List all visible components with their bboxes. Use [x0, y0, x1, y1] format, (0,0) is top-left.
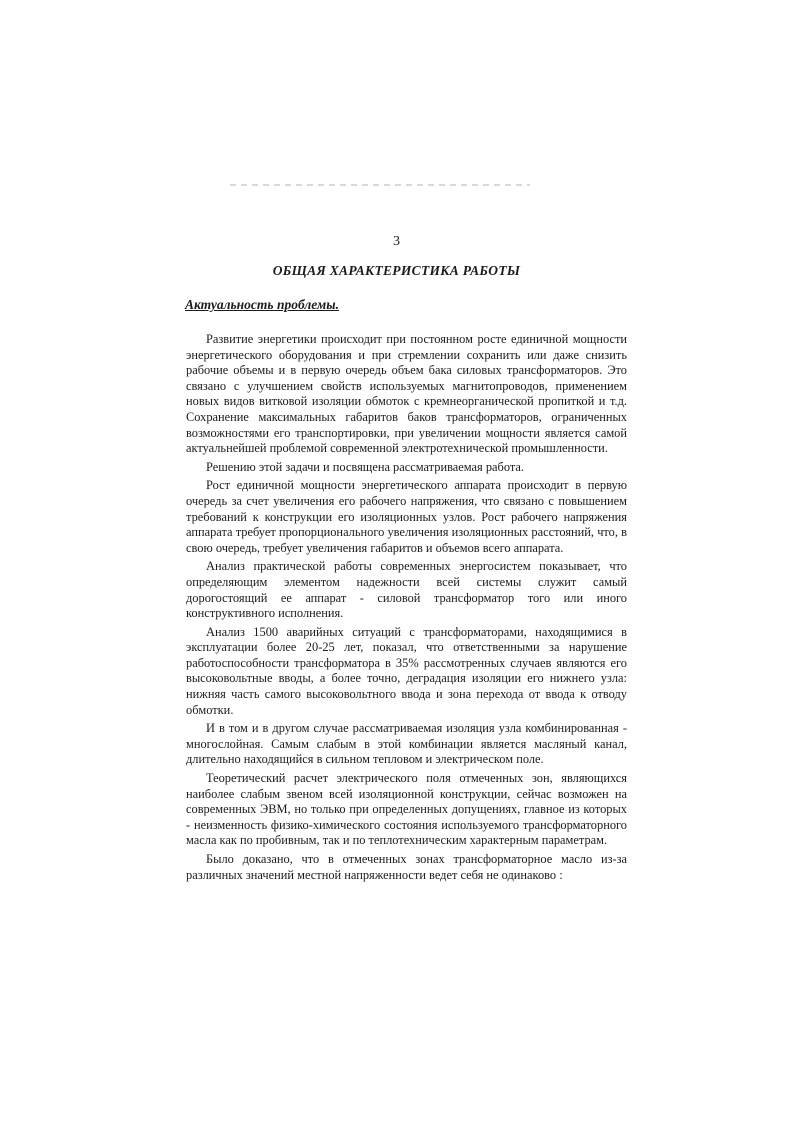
paragraph: Развитие энергетики происходит при постоянном росте единичной мощности энергетического оборудования и при стремлении сохранить или даже снизить рабочие объемы и в первую очередь объем бака силовых трансформаторов. Это связано с улучшением свойств используемых магнитопроводов, применением новых видов витковой изоляции обмоток с кремнеорганической пропиткой и т.д. Сохранение максимальных габаритов баков трансформаторов, ограниченных возможностями его транспортировки, при увеличении мощности является самой актуальнейшей проблемой современной электротехнической промышленности.: [186, 332, 627, 456]
paragraph: Теоретический расчет электрического поля отмеченных зон, являющихся наиболее слабым звеном всей изоляционной конструкции, сейчас возможен на современных ЭВМ, но только при определенных допущениях, главное из которых - неизменность физико-химического состояния используемого трансформаторного масла как по пробивным, так и по теплотехническим характерным параметрам.: [186, 771, 627, 848]
paragraph: Анализ практической работы современных энергосистем показывает, что определяющим элементом надежности всей системы служит самый дорогостоящий ее аппарат - силовой трансформатор того или иного конструктивного исполнения.: [186, 559, 627, 621]
scan-artifact: [230, 184, 530, 186]
paragraph: Рост единичной мощности энергетического аппарата происходит в первую очередь за счет увеличения его рабочего напряжения, что связано с повышением требований к конструкции его изоляционных узлов. Рост рабочего напряжения аппарата требует пропорционального увеличения изоляционных расстояний, что, в свою очередь, требует увеличения габаритов и объемов всего аппарата.: [186, 478, 627, 555]
body-text: [186, 332, 627, 886]
paragraph: Было доказано, что в отмеченных зонах трансформаторное масло из-за различных значений местной напряженности ведет себя не одинаково :: [186, 852, 627, 882]
section-heading: Актуальность проблемы.: [185, 297, 339, 312]
paragraph: Решению этой задачи и посвящена рассматриваемая работа.: [206, 459, 525, 474]
paragraph: И в том и в другом случае рассматриваемая изоляция узла комбинированная - многослойная. Самым слабым в этой комбинации является масляный канал, длительно находящийся в сильном тепловом и электрическом поле.: [186, 721, 627, 767]
page-number: 3: [393, 234, 400, 249]
page-title: ОБЩАЯ ХАРАКТЕРИСТИКА РАБОТЫ: [272, 263, 521, 278]
paragraph: Анализ 1500 аварийных ситуаций с трансформаторами, находящимися в эксплуатации более 20-25 лет, показал, что ответственными за нарушение работоспособности трансформатора в 35% рассмотренных случаев являются его высоковольтные вводы, а более точно, деградация изоляции его нижнего узла: нижняя часть самого высоковольтного ввода и зона перехода от ввода к отводу обмотки.: [186, 624, 627, 717]
